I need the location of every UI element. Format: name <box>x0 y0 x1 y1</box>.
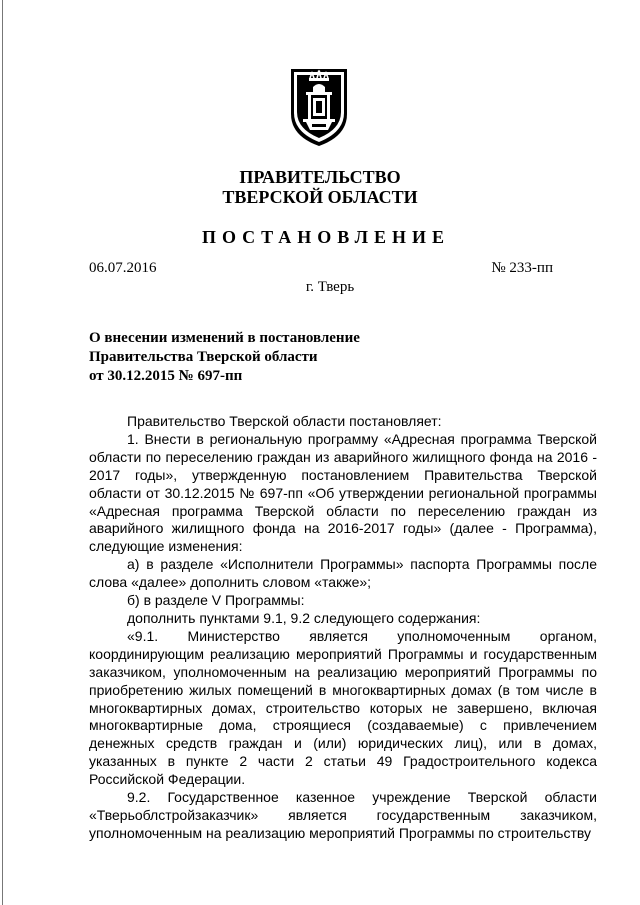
body-paragraph: 1. Внести в региональную программу «Адресная программа Тверской области по переселению граждан из аварийного жилищного фонда на 2016 - 2017 годы», утвержденную постановлением Правительства Тверской области от 30.12.2015 № 697-пп «Об утверждении региональной программы «Адресная программа Тверской области по переселению граждан из аварийного жилищного фонда на 2016-2017 годы» (далее - Программа), следующие изменения: <box>89 430 597 555</box>
government-name-line1: ПРАВИТЕЛЬСТВО <box>239 167 401 187</box>
document-subject <box>89 329 360 386</box>
document-body <box>89 413 597 843</box>
scan-edge-line <box>2 0 3 905</box>
document-number: № 233-пп <box>491 260 553 276</box>
body-paragraph: 9.2. Государственное казенное учреждение Тверской области «Тверьоблстройзаказчик» является государственным заказчиком, уполномоченным на реализацию мероприятий Программы по строительству <box>89 789 597 841</box>
government-name-line2: ТВЕРСКОЙ ОБЛАСТИ <box>222 187 418 207</box>
tver-coat-of-arms-icon <box>288 66 350 148</box>
subject-line: Правительства Тверской области <box>89 349 318 365</box>
body-paragraph: «9.1. Министерство является уполномоченным органом, координирующим реализацию мероприятий Программы и государственным заказчиком, уполномоченным на реализацию мероприятий Программы по приобретению жилых помещений в многоквартирных домах (в том числе в многоквартирных домах, строительство которых не завершено, включая многоквартирные дома, строящиеся (создаваемые) с привлечением денежных средств граждан и (или) юридических лиц), или в домах, указанных в пункте 2 части 2 статьи 49 Градостроительного кодекса Российской Федерации. <box>89 627 597 788</box>
body-paragraph: а) в разделе «Исполнители Программы» паспорта Программы после слова «далее» дополнить словом «также»; <box>89 556 597 591</box>
subject-line: от 30.12.2015 № 697-пп <box>89 368 243 384</box>
body-paragraph: дополнить пунктами 9.1, 9.2 следующего содержания: <box>127 609 481 626</box>
document-type-heading: ПОСТАНОВЛЕНИЕ <box>201 227 451 247</box>
body-paragraph: Правительство Тверской области постановляет: <box>127 413 442 429</box>
body-paragraph: б) в разделе V Программы: <box>127 592 305 609</box>
document-city: г. Тверь <box>305 279 355 295</box>
subject-line: О внесении изменений в постановление <box>89 330 360 346</box>
document-date: 06.07.2016 <box>89 260 157 276</box>
